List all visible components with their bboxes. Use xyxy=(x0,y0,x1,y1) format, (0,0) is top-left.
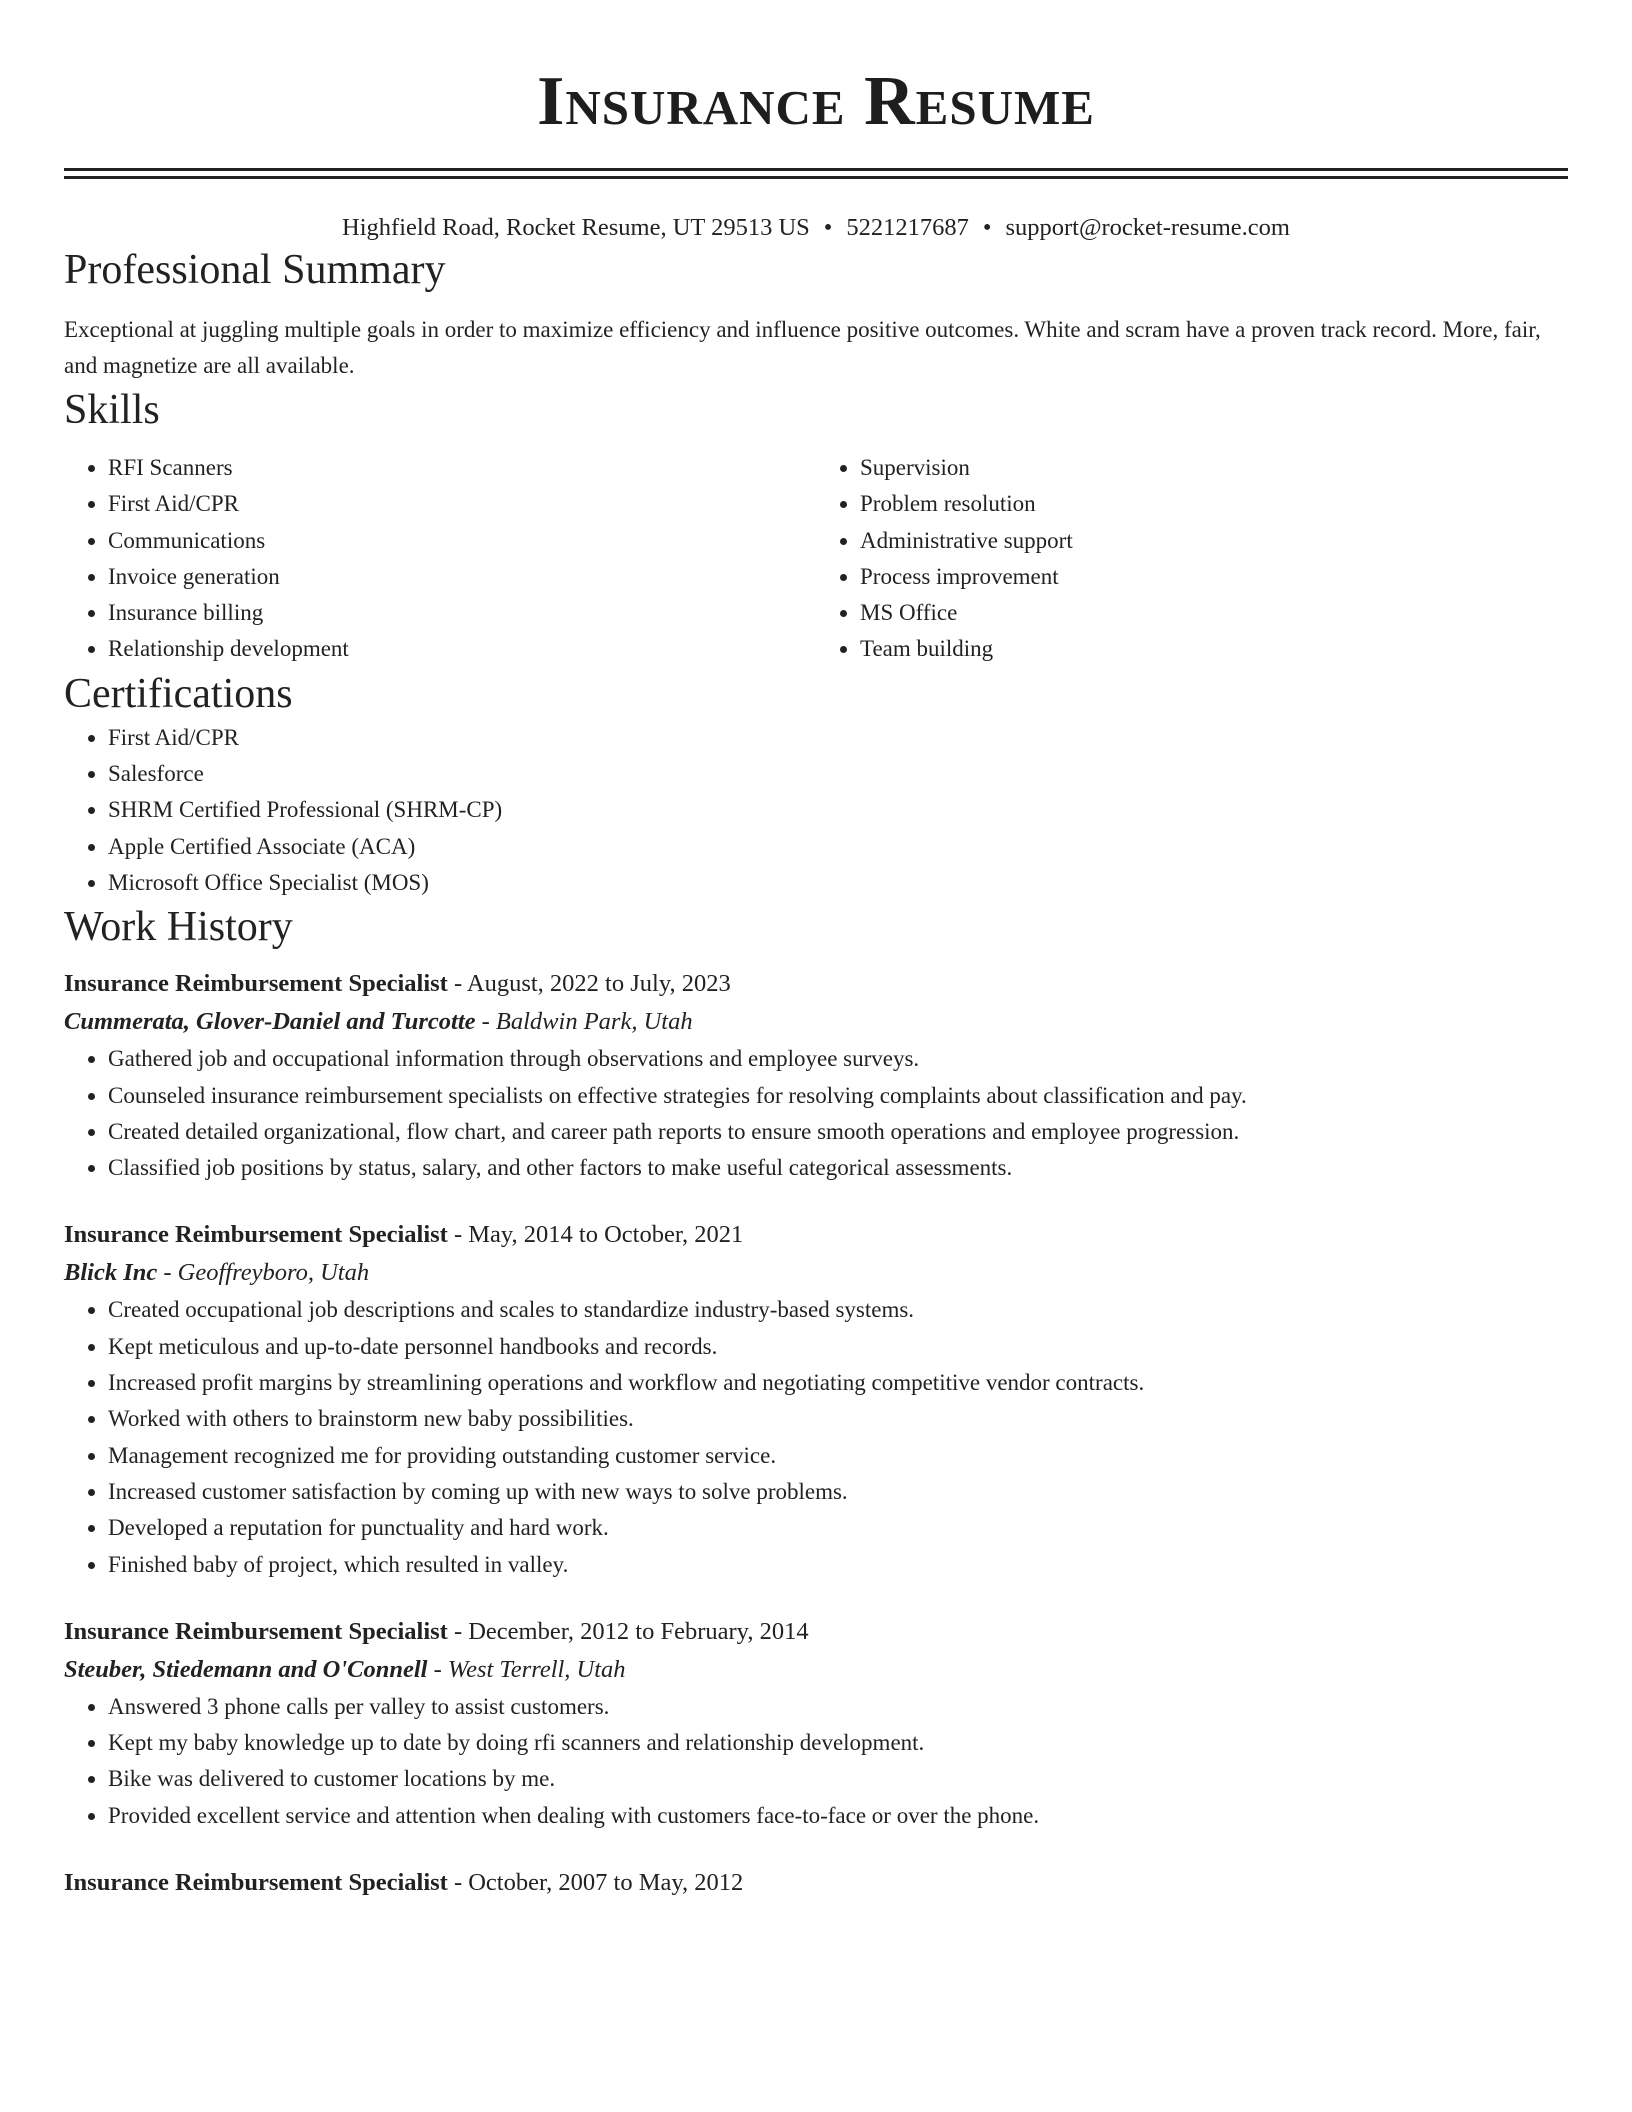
job-duty: • Bike was delivered to customer locations by me. xyxy=(108,1761,1568,1797)
contact-address: Highfield Road, Rocket Resume, UT 29513 US xyxy=(342,214,810,241)
job-title-line xyxy=(64,1864,1568,1902)
section-heading-skills: Skills xyxy=(64,387,160,433)
skill-item: • MS Office xyxy=(860,595,1568,631)
certification-item: • SHRM Certified Professional (SHRM-CP) xyxy=(108,792,1568,828)
skill-item: • RFI Scanners xyxy=(108,450,816,486)
skill-item: • Administrative support xyxy=(860,523,1568,559)
job-company: Steuber, Stiedemann and O'Connell xyxy=(64,1655,428,1683)
job-duty: • Created occupational job descriptions and scales to standardize industry-based systems. xyxy=(108,1292,1568,1328)
job-duty: • Increased customer satisfaction by coming up with new ways to solve problems. xyxy=(108,1474,1568,1510)
certifications-list xyxy=(64,720,1568,901)
certification-item: • Microsoft Office Specialist (MOS) xyxy=(108,865,1568,901)
certification-item: • Apple Certified Associate (ACA) xyxy=(108,829,1568,865)
job-entry xyxy=(64,965,1568,1186)
job-title-line xyxy=(64,1613,1568,1651)
job-duty: • Created detailed organizational, flow chart, and career path reports to ensure smooth operations and employee progression. xyxy=(108,1114,1568,1150)
job-role: Insurance Reimbursement Specialist xyxy=(64,1869,448,1897)
job-company-line xyxy=(64,1651,1568,1689)
job-duty: • Counseled insurance reimbursement specialists on effective strategies for resolving complaints about classification and pay. xyxy=(108,1078,1568,1114)
job-entry xyxy=(64,1864,1568,1902)
job-duty: • Management recognized me for providing outstanding customer service. xyxy=(108,1438,1568,1474)
skill-item: • Relationship development xyxy=(108,631,816,667)
skill-item: • Invoice generation xyxy=(108,559,816,595)
job-location: - West Terrell, Utah xyxy=(427,1655,626,1683)
job-duty: • Provided excellent service and attention when dealing with customers face-to-face or over the phone. xyxy=(108,1798,1568,1834)
skills-list-right xyxy=(816,450,1568,668)
job-duties-list xyxy=(64,1041,1568,1186)
certification-item: • First Aid/CPR xyxy=(108,720,1568,756)
contact-phone: 5221217687 xyxy=(846,214,969,241)
contact-email: support@rocket-resume.com xyxy=(1005,214,1290,241)
job-duty: • Worked with others to brainstorm new baby possibilities. xyxy=(108,1401,1568,1437)
job-dates: - October, 2007 to May, 2012 xyxy=(447,1869,744,1897)
skill-item: • Team building xyxy=(860,631,1568,667)
job-duty: • Answered 3 phone calls per valley to assist customers. xyxy=(108,1689,1568,1725)
job-duty: • Finished baby of project, which resulted in valley. xyxy=(108,1547,1568,1583)
resume-title: Insurance Resume xyxy=(537,63,1095,140)
skills-columns xyxy=(64,450,1568,668)
job-entry xyxy=(64,1216,1568,1582)
job-company-line xyxy=(64,1254,1568,1292)
job-title-line xyxy=(64,1216,1568,1254)
title-double-rule xyxy=(64,168,1568,179)
job-duty: • Developed a reputation for punctuality and hard work. xyxy=(108,1510,1568,1546)
job-title-line xyxy=(64,965,1568,1003)
contact-separator: • xyxy=(823,214,833,241)
job-location: - Baldwin Park, Utah xyxy=(475,1008,693,1036)
job-role: Insurance Reimbursement Specialist xyxy=(64,1221,448,1249)
job-entry xyxy=(64,1613,1568,1834)
job-company: Cummerata, Glover-Daniel and Turcotte xyxy=(64,1008,476,1036)
skill-item: • Insurance billing xyxy=(108,595,816,631)
job-company: Blick Inc xyxy=(64,1259,158,1287)
job-role: Insurance Reimbursement Specialist xyxy=(64,970,448,998)
job-duties-list xyxy=(64,1689,1568,1834)
skill-item: • Supervision xyxy=(860,450,1568,486)
job-dates: - August, 2022 to July, 2023 xyxy=(447,970,731,998)
skill-item: • Communications xyxy=(108,523,816,559)
job-duty: • Classified job positions by status, salary, and other factors to make useful categorical assessments. xyxy=(108,1150,1568,1186)
job-role: Insurance Reimbursement Specialist xyxy=(64,1617,448,1645)
job-dates: - May, 2014 to October, 2021 xyxy=(447,1221,744,1249)
job-duty: • Gathered job and occupational information through observations and employee surveys. xyxy=(108,1041,1568,1077)
section-heading-certifications: Certifications xyxy=(64,670,293,717)
certification-item: • Salesforce xyxy=(108,756,1568,792)
skills-list-left xyxy=(64,450,816,668)
job-company-line xyxy=(64,1003,1568,1041)
skill-item: • Problem resolution xyxy=(860,486,1568,522)
job-location: - Geoffreyboro, Utah xyxy=(157,1259,370,1287)
job-duty: • Increased profit margins by streamlining operations and workflow and negotiating competitive vendor contracts. xyxy=(108,1365,1568,1401)
contact-separator: • xyxy=(982,214,992,241)
job-dates: - December, 2012 to February, 2014 xyxy=(447,1617,809,1645)
job-duty: • Kept my baby knowledge up to date by doing rfi scanners and relationship development. xyxy=(108,1725,1568,1761)
job-duty: • Kept meticulous and up-to-date personnel handbooks and records. xyxy=(108,1329,1568,1365)
skill-item: • First Aid/CPR xyxy=(108,486,816,522)
summary-text: Exceptional at juggling multiple goals in order to maximize efficiency and influence positive outcomes. White and scram have a proven track record. More, fair, and magnetize are all available. xyxy=(64,317,1541,378)
section-heading-summary: Professional Summary xyxy=(64,247,446,293)
contact-line xyxy=(64,212,1568,244)
section-heading-work-history: Work History xyxy=(64,904,293,951)
skill-item: • Process improvement xyxy=(860,559,1568,595)
job-duties-list xyxy=(64,1292,1568,1582)
